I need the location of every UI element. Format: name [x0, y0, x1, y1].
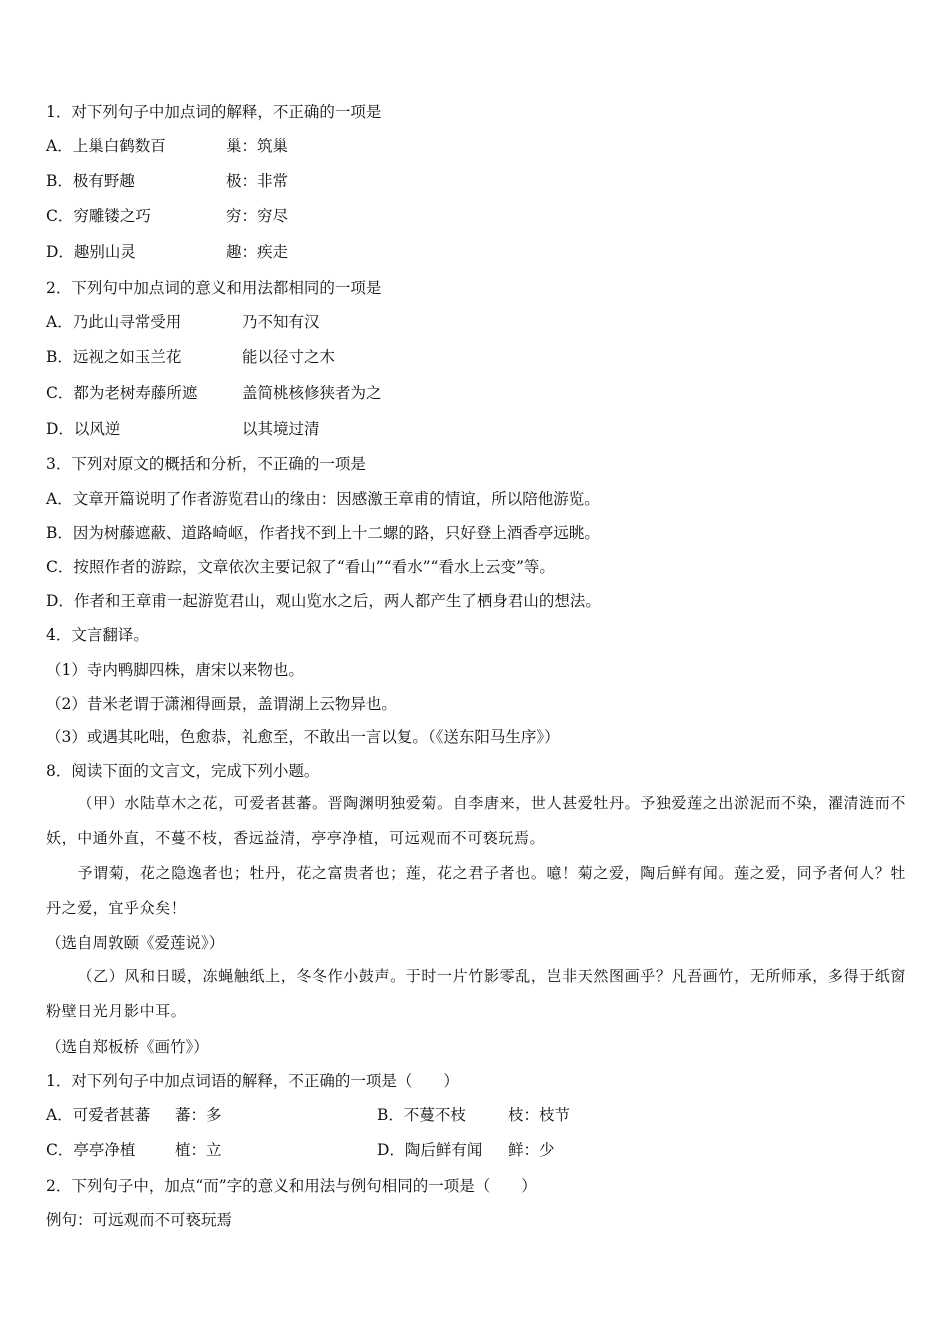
passage-b-source: （选自郑板桥《画竹》） [46, 1038, 209, 1056]
option-a-note: 蕃：多 [175, 1106, 222, 1124]
question-stem: 2．下列句中加点词的意义和用法都相同的一项是 [46, 279, 382, 297]
option-c-note: 植：立 [175, 1141, 222, 1159]
option-b: B．远视之如玉兰花 [46, 348, 182, 366]
question-stem: 3．下列对原文的概括和分析，不正确的一项是 [46, 455, 366, 473]
option-a: A．可爱者甚蕃 [46, 1106, 151, 1124]
subquestion-2-stem: 2．下列句子中，加点“而”字的意义和用法与例句相同的一项是（ ） [46, 1177, 537, 1195]
translation-item-1: （1）寺内鸭脚四株，唐宋以来物也。 [46, 661, 304, 679]
passage-b: （乙）风和日暖，冻蝇触纸上，冬冬作小鼓声。于时一片竹影零乱，岂非天然图画乎？凡吾画竹，无所师承，多得于纸窗粉壁日光月影中耳。 [46, 967, 906, 1020]
option-c: C．穷雕镂之巧 [46, 207, 151, 225]
option-d: D．以风逆 [46, 420, 121, 438]
option-d: D．陶后鲜有闻 [377, 1141, 483, 1159]
option-d: D．趣别山灵 [46, 243, 136, 261]
option-c: C．亭亭净植 [46, 1141, 136, 1159]
option-b-note: 能以径寸之木 [242, 348, 336, 366]
option-d-note: 趣：疾走 [226, 243, 289, 261]
passage-a-paragraph-1: （甲）水陆草木之花，可爱者甚蕃。晋陶渊明独爱菊。自李唐来，世人甚爱牡丹。予独爱莲之出淤泥而不染，濯清涟而不妖，中通外直，不蔓不枝，香远益清，亭亭净植，可远观而不可亵玩焉。 [46, 794, 906, 847]
subquestion-1-stem: 1．对下列句子中加点词语的解释，不正确的一项是（ ） [46, 1072, 459, 1090]
option-a: A．上巢白鹤数百 [46, 137, 166, 155]
option-d: D．作者和王章甫一起游览君山，观山览水之后，两人都产生了栖身君山的想法。 [46, 592, 601, 610]
option-a: A．乃此山寻常受用 [46, 313, 182, 331]
option-b: B．不蔓不枝 [377, 1106, 466, 1124]
option-b: B．极有野趣 [46, 172, 135, 190]
translation-item-2: （2）昔米老谓于潇湘得画景，盖谓湖上云物异也。 [46, 695, 397, 713]
option-a-note: 乃不知有汉 [242, 313, 320, 331]
option-c: C．都为老树寿藤所遮 [46, 384, 198, 402]
example-sentence: 例句：可远观而不可亵玩焉 [46, 1211, 233, 1229]
option-d-note: 以其境过清 [242, 420, 320, 438]
translation-item-3: （3）或遇其叱咄，色愈恭，礼愈至，不敢出一言以复。（《送东阳马生序》） [46, 728, 560, 746]
option-a: A．文章开篇说明了作者游览君山的缘由：因感激王章甫的情谊，所以陪他游览。 [46, 490, 600, 508]
question-stem: 8．阅读下面的文言文，完成下列小题。 [46, 762, 320, 780]
option-b-note: 极：非常 [226, 172, 289, 190]
option-d-note: 鲜：少 [508, 1141, 555, 1159]
option-a-note: 巢：筑巢 [226, 137, 289, 155]
option-b: B．因为树藤遮蔽、道路崎岖，作者找不到上十二螺的路，只好登上酒香亭远眺。 [46, 524, 600, 542]
question-stem: 4．文言翻译。 [46, 626, 149, 644]
option-b-note: 枝：枝节 [508, 1106, 571, 1124]
option-c-note: 穷：穷尽 [226, 207, 289, 225]
passage-a-paragraph-2: 予谓菊，花之隐逸者也；牡丹，花之富贵者也；莲，花之君子者也。噫！菊之爱，陶后鲜有闻。莲之爱，同予者何人？牡丹之爱，宜乎众矣！ [46, 864, 906, 917]
passage-a-source: （选自周敦颐《爱莲说》） [46, 934, 225, 952]
question-stem: 1．对下列句子中加点词的解释，不正确的一项是 [46, 103, 382, 121]
option-c: C．按照作者的游踪，文章依次主要记叙了“看山”“看水”“看水上云变”等。 [46, 558, 555, 576]
option-c-note: 盖简桃核修狭者为之 [242, 384, 382, 402]
